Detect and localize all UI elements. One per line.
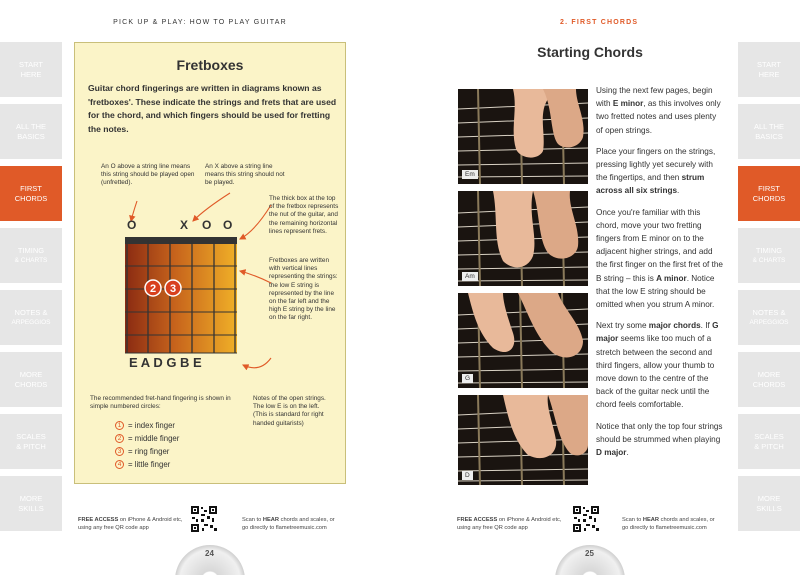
tab-more-skills-right[interactable]: MORE SKILLS bbox=[738, 476, 800, 531]
left-page-number: 24 bbox=[205, 549, 214, 558]
tab-start-here-right[interactable]: START HERE bbox=[738, 42, 800, 97]
photo-am-chord bbox=[458, 191, 588, 286]
left-scan-note: Scan to HEAR chords and scales, or go directly to flametreemusic.com bbox=[242, 517, 335, 531]
tab-all-the-basics[interactable]: ALL THE BASICS bbox=[0, 104, 62, 159]
x-mark-a-string: X bbox=[180, 218, 189, 232]
legend-row: 1 = index finger bbox=[115, 419, 179, 432]
paragraph-em: Using the next few pages, begin with E minor, as this involves only two fretted notes and uses plenty of open strings. bbox=[596, 86, 721, 135]
photo-label-am: Am bbox=[462, 272, 478, 281]
tab-more-skills[interactable]: MORE SKILLS bbox=[0, 476, 62, 531]
right-qr-code-icon[interactable] bbox=[572, 505, 600, 533]
panel-intro: Guitar chord fingerings are written in diagrams known as 'fretboxes'. These indicate the strings and frets that are used for the chord, and which fingers should be used for fretting the notes. bbox=[88, 83, 337, 134]
paragraph-am: Once you're familiar with this chord, move your two fretting fingers from E minor on to the adjacent higher strings, and add the first finger on the first fret of the B string – this is A minor. Notice that the low E string should be omitted when you strum A minor. bbox=[596, 207, 723, 310]
tab-more-chords-right[interactable]: MORE CHORDS bbox=[738, 352, 800, 407]
photo-em-chord bbox=[458, 89, 588, 184]
photo-label-d: D bbox=[462, 471, 473, 480]
right-free-access-note: FREE ACCESS on iPhone & Android etc, using any free QR code app bbox=[457, 517, 562, 531]
open-mark-g: O bbox=[202, 218, 212, 232]
fretboard-wood bbox=[125, 241, 237, 353]
left-qr-code-icon[interactable] bbox=[190, 505, 218, 533]
paragraph-d: Notice that only the top four strings should be strummed when playing D major. bbox=[596, 421, 723, 458]
tab-first-chords[interactable]: FIRST CHORDS bbox=[0, 166, 62, 221]
fingering-legend bbox=[115, 419, 179, 471]
right-scan-note: Scan to HEAR chords and scales, or go directly to flametreemusic.com bbox=[622, 517, 715, 531]
tab-more-chords[interactable]: MORE CHORDS bbox=[0, 352, 62, 407]
open-mark-low-e: O bbox=[127, 218, 137, 232]
photo-g-chord bbox=[458, 293, 588, 388]
string-letters: E A D G B E bbox=[129, 355, 202, 370]
paragraph-major: Next try some major chords. If G major seems like too much of a stretch between the second and third fingers, allow your thumb to move down to the centre of the back of the guitar neck until the chord feels comfortable. bbox=[596, 321, 719, 410]
left-running-title: PICK UP & PLAY: HOW TO PLAY GUITAR bbox=[113, 19, 287, 26]
legend-row: 2 = middle finger bbox=[115, 432, 179, 445]
legend-row: 3 = ring finger bbox=[115, 445, 179, 458]
tab-all-the-basics-right[interactable]: ALL THE BASICS bbox=[738, 104, 800, 159]
legend-row: 4 = little finger bbox=[115, 458, 179, 471]
photo-label-em: Em bbox=[462, 170, 478, 179]
left-section-tabs bbox=[0, 42, 62, 538]
annotation-fingering: The recommended fret-hand fingering is shown in simple numbered circles: bbox=[90, 395, 231, 411]
annotation-thick-box: The thick box at the top of the fretbox represents the nut of the guitar, and the remaining horizontal lines represent frets. bbox=[269, 195, 339, 235]
finger-dot-2 bbox=[145, 280, 161, 296]
annotation-open-notes: Notes of the open strings. The low E is on the left. (This is standard for right handed guitarists) bbox=[253, 395, 326, 427]
finger-dot-3 bbox=[165, 280, 181, 296]
annotation-x-string: An X above a string line means this string should not be played. bbox=[205, 163, 285, 187]
tab-scales-pitch[interactable]: SCALES & PITCH bbox=[0, 414, 62, 469]
fretboxes-panel bbox=[74, 42, 346, 484]
panel-title: Fretboxes bbox=[176, 57, 244, 73]
tab-timing-charts-right[interactable]: TIMING & CHARTS bbox=[738, 228, 800, 283]
open-mark-b: O bbox=[223, 218, 233, 232]
right-page-number: 25 bbox=[585, 549, 594, 558]
tab-first-chords-right[interactable]: FIRST CHORDS bbox=[738, 166, 800, 221]
photo-label-g: G bbox=[462, 374, 473, 383]
paragraph-strum: Place your fingers on the strings, pressing lightly yet securely with the fingertips, and then strum across all six strings. bbox=[596, 146, 716, 196]
hand-g-image bbox=[458, 293, 588, 388]
tab-start-here[interactable]: START HERE bbox=[0, 42, 62, 97]
left-free-access-note: FREE ACCESS on iPhone & Android etc, using any free QR code app bbox=[78, 517, 183, 531]
tab-notes-arpeggios-right[interactable]: NOTES & ARPEGGIOS bbox=[738, 290, 800, 345]
annotation-open-string: An O above a string line means this string should be played open (unfretted). bbox=[101, 163, 195, 187]
right-running-title: 2. FIRST CHORDS bbox=[560, 19, 639, 26]
hand-d-image bbox=[458, 395, 588, 485]
svg-text:2: 2 bbox=[149, 283, 157, 295]
right-page-title: Starting Chords bbox=[537, 44, 643, 60]
tab-notes-arpeggios[interactable]: NOTES & ARPEGGIOS bbox=[0, 290, 62, 345]
right-section-tabs bbox=[738, 42, 800, 538]
annotation-vertical-lines: Fretboxes are written with vertical lines representing the strings: the low E string is represented by the line on the far left and the high E string by the line on the far right. bbox=[269, 257, 338, 322]
tab-timing-charts[interactable]: TIMING & CHARTS bbox=[0, 228, 62, 283]
right-body-text bbox=[596, 84, 724, 467]
svg-text:3: 3 bbox=[169, 283, 177, 295]
tab-scales-pitch-right[interactable]: SCALES & PITCH bbox=[738, 414, 800, 469]
fretbox-nut bbox=[125, 237, 237, 244]
photo-d-chord bbox=[458, 395, 588, 485]
